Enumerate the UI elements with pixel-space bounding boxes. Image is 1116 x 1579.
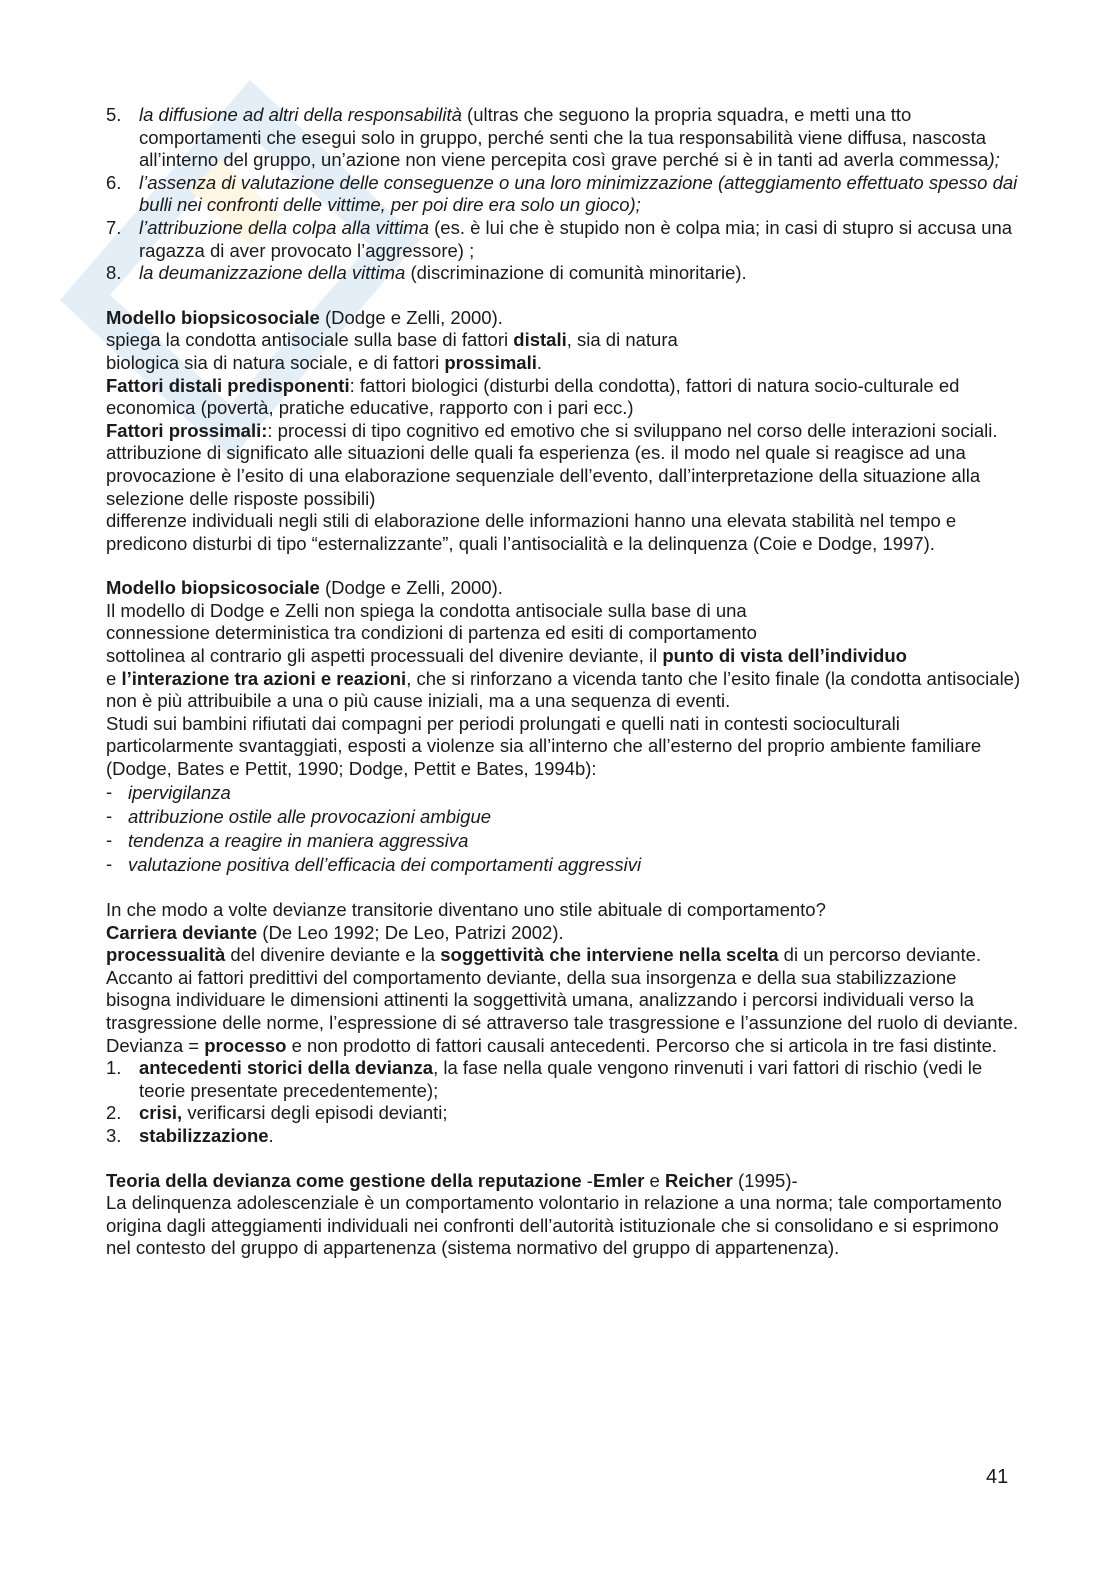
list-item: 3. stabilizzazione. [106,1124,274,1146]
list-number: 6. [106,171,122,193]
paragraph: connessione deterministica tra condizioni di partenza ed esiti di comportamento [106,622,757,644]
paragraph: sottolinea al contrario gli aspetti processuali del divenire deviante, il punto di vista dell’individuo [106,645,907,667]
section-heading: Modello biopsicosociale (Dodge e Zelli, 2000). [106,577,503,599]
page-content [106,104,1026,1260]
list-item: 7. l’attribuzione della colpa alla vittima (es. è lui che è stupido non è colpa mia; in casi di stupro si accusa una ragazza di aver provocato l’aggressore) ; [106,216,1013,261]
list-item: - attribuzione ostile alle provocazioni ambigue [106,805,492,828]
list-item: 5. la diffusione ad altri della responsabilità (ultras che seguono la propria squadra, e metti una tto comportamenti che esegui solo in gruppo, perché senti che la tua responsabilità viene diffusa, nascosta all’interno del gruppo, un’azione non viene percepita così grave perché si è in tanti ad averla commessa); [106,104,1000,171]
list-item: - tendenza a reagire in maniera aggressiva [106,829,469,852]
list-item: - valutazione positiva dell’efficacia dei comportamenti aggressivi [106,853,642,876]
paragraph: Fattori distali predisponenti: fattori biologici (disturbi della condotta), fattori di natura socio-culturale ed economica (povertà, pratiche educative, rapporto con i pari ecc.) [106,374,960,419]
paragraph: Il modello di Dodge e Zelli non spiega la condotta antisociale sulla base di una [106,599,747,621]
list-number: 7. [106,216,122,238]
paragraph: e l’interazione tra azioni e reazioni, che si rinforzano a vicenda tanto che l’esito finale (la condotta antisociale) non è più attribuibile a una o più cause iniziali, ma a una sequenza di eventi. [106,667,1021,712]
dash-list [106,782,1026,877]
numbered-list-top [106,104,1026,285]
section-heading: Teoria della devianza come gestione della reputazione -Emler e Reicher (1995)- [106,1169,798,1191]
paragraph: La delinquenza adolescenziale è un comportamento volontario in relazione a una norma; tale comportamento origina dagli atteggiamenti individuali nei confronti dell’autorità istituzionale che si consolidano e si esprimono nel contesto del gruppo di appartenenza (sistema normativo del gruppo di appartenenza). [106,1192,1002,1259]
phases-list [106,1057,1026,1147]
paragraph: Fattori prossimali:: processi di tipo cognitivo ed emotivo che si sviluppano nel corso delle interazioni sociali. [106,419,998,441]
list-item: 6. l’assenza di valutazione delle conseguenze o una loro minimizzazione (atteggiamento effettuato spesso dai bulli nei confronti delle vittime, per poi dire era solo un gioco); [106,171,1018,216]
section-heading: Modello biopsicosociale (Dodge e Zelli, 2000). [106,306,503,328]
list-number: 1. [106,1057,122,1079]
section-modello-biopsicosociale-2 [106,577,1026,877]
list-item: 8. la deumanizzazione della vittima (discriminazione di comunità minoritarie). [106,262,747,284]
section-modello-biopsicosociale-1 [106,307,1026,556]
paragraph: In che modo a volte devianze transitorie diventano uno stile abituale di comportamento? [106,899,826,920]
list-item: 1. antecedenti storici della devianza, la fase nella quale vengono rinvenuti i vari fattori di rischio (vedi le teorie presentate precedentemente); [106,1057,983,1101]
paragraph: spiega la condotta antisociale sulla base di fattori distali, sia di natura [106,329,678,351]
list-number: 3. [106,1124,122,1146]
section-carriera-deviante [106,899,1026,1148]
paragraph: biologica sia di natura sociale, e di fattori prossimali. [106,351,543,373]
paragraph: Accanto ai fattori predittivi del comportamento deviante, della sua insorgenza e della sua stabilizzazione bisogna individuare le dimensioni attinenti la soggettività umana, analizzando i percorsi individuali verso la trasgressione delle norme, l’espressione di sé attraverso tale trasgressione e l’assunzione del ruolo di deviante. [106,966,1019,1033]
list-number: 5. [106,104,122,125]
paragraph: processualità del divenire deviante e la soggettività che interviene nella scelta di un percorso deviante. [106,944,982,966]
section-reputazione [106,1170,1026,1260]
paragraph: differenze individuali negli stili di elaborazione delle informazioni hanno una elevata stabilità nel tempo e predicono disturbi di tipo “esternalizzante”, quali l’antisocialità e la delinquenza (Coie e Dodge, 1997). [106,510,957,554]
paragraph: Studi sui bambini rifiutati dai compagni per periodi prolungati e quelli nati in contesti socioculturali particolarmente svantaggiati, esposti a violenze sia all’interno che all’esterno del proprio ambiente familiare (Dodge, Bates e Pettit, 1990; Dodge, Pettit e Bates, 1994b): [106,712,982,780]
paragraph: attribuzione di significato alle situazioni delle quali fa esperienza (es. il modo nel quale si reagisce ad una provocazione è l’esito di una elaborazione sequenziale dell’evento, dall’interpretazione della situazione alla selezione delle risposte possibili) [106,442,981,509]
section-heading: Carriera deviante (De Leo 1992; De Leo, Patrizi 2002). [106,921,564,943]
list-item: - ipervigilanza [106,781,231,804]
page-number: 41 [986,1466,1009,1488]
list-number: 8. [106,262,122,284]
list-item: 2. crisi, verificarsi degli episodi devianti; [106,1102,448,1124]
list-number: 2. [106,1102,122,1124]
paragraph: Devianza = processo e non prodotto di fattori causali antecedenti. Percorso che si articola in tre fasi distinte. [106,1034,998,1056]
